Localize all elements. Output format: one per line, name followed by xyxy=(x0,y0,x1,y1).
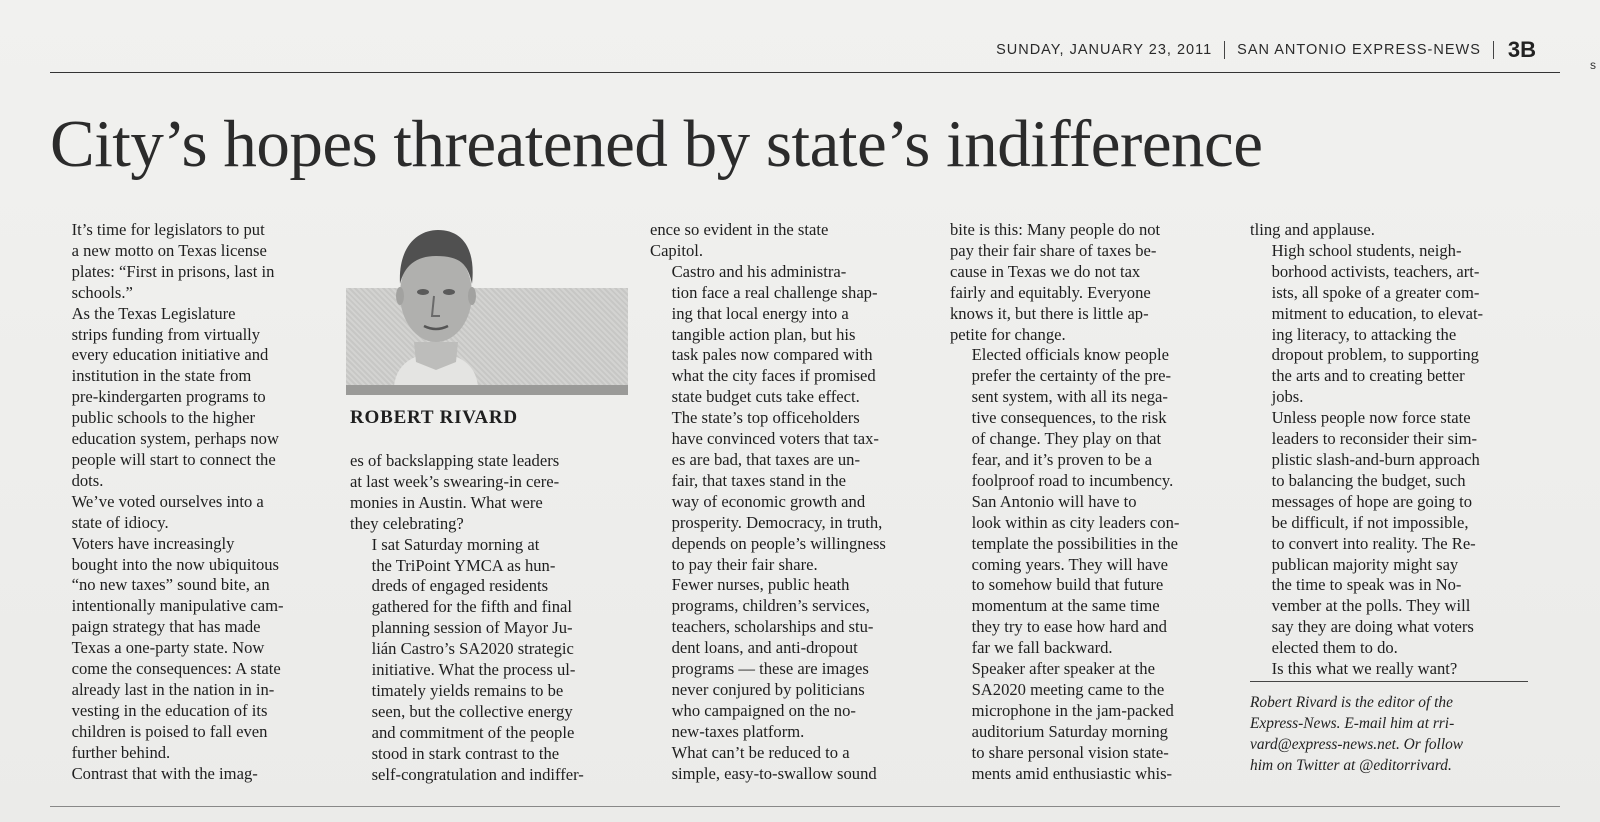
text-line: vember at the polls. They will xyxy=(1271,596,1471,616)
text-line: tling and applause. xyxy=(1250,220,1375,239)
text-line: As the Texas Legislature xyxy=(71,303,236,323)
paragraph xyxy=(1250,241,1535,408)
headline: City’s hopes threatened by state’s indifference xyxy=(50,107,1263,181)
text-line: The state’s top officeholders xyxy=(671,408,860,428)
text-line: task pales now compared with xyxy=(671,345,873,365)
text-line: teachers, scholarships and stu- xyxy=(671,617,874,637)
tagline-line: Express-News. E-mail him at rri- xyxy=(1250,715,1455,732)
text-line: education system, perhaps now xyxy=(71,429,279,449)
text-line: schools.” xyxy=(71,282,133,302)
paragraph xyxy=(1250,408,1535,659)
text-line: to balancing the budget, such xyxy=(1271,470,1466,490)
text-line: to somehow build that future xyxy=(971,575,1164,595)
text-line: self-congratulation and indiffer- xyxy=(371,764,584,784)
text-line: “no new taxes” sound bite, an xyxy=(71,575,270,595)
text-line: Texas a one-party state. Now xyxy=(71,638,265,658)
masthead-divider xyxy=(1224,41,1225,59)
text-line: High school students, neigh- xyxy=(1271,240,1462,260)
text-line: far we fall backward. xyxy=(971,638,1113,658)
text-line: Is this what we really want? xyxy=(1271,659,1458,679)
article-column-5 xyxy=(1250,220,1535,680)
masthead xyxy=(50,34,1560,73)
tagline-line: Robert Rivard is the editor of the xyxy=(1250,694,1453,711)
text-line: pay their fair share of taxes be- xyxy=(950,240,1157,260)
text-line: ing literacy, to attacking the xyxy=(1271,324,1457,344)
text-line: seen, but the collective energy xyxy=(371,701,573,721)
paragraph xyxy=(650,743,930,785)
text-line: Capitol. xyxy=(650,240,704,260)
text-line: auditorium Saturday morning xyxy=(971,721,1168,741)
text-line: already last in the nation in in- xyxy=(71,679,275,699)
text-line: jobs. xyxy=(1271,387,1304,407)
article-column-1 xyxy=(50,220,330,784)
text-line: template the possibilities in the xyxy=(971,533,1179,553)
text-line: public schools to the higher xyxy=(71,408,256,428)
text-line: Speaker after speaker at the xyxy=(971,659,1155,679)
text-line: the time to speak was in No- xyxy=(1271,575,1462,595)
byline: ROBERT RIVARD xyxy=(350,407,518,428)
text-line: prefer the certainty of the pre- xyxy=(971,366,1172,386)
text-line: ence so evident in the state xyxy=(650,220,829,239)
text-line: tangible action plan, but his xyxy=(671,324,856,344)
paragraph xyxy=(650,220,930,262)
text-line: monies in Austin. What were xyxy=(350,492,543,512)
text-line: planning session of Mayor Ju- xyxy=(371,618,573,638)
text-line: Voters have increasingly xyxy=(71,533,235,553)
text-line: borhood activists, teachers, art- xyxy=(1271,261,1480,281)
text-line: programs, children’s services, xyxy=(671,596,870,616)
text-line: a new motto on Texas license xyxy=(71,240,267,260)
text-line: messages of hope are going to xyxy=(1271,491,1473,511)
masthead-divider xyxy=(1493,41,1494,59)
paragraph xyxy=(650,408,930,575)
text-line: never conjured by politicians xyxy=(671,679,865,699)
text-line: state of idiocy. xyxy=(71,512,169,532)
text-line: plistic slash-and-burn approach xyxy=(1271,449,1480,469)
text-line: dreds of engaged residents xyxy=(371,576,549,596)
text-line: es are bad, that taxes are un- xyxy=(671,449,861,469)
text-line: elected them to do. xyxy=(1271,638,1398,658)
text-line: state budget cuts take effect. xyxy=(671,387,860,407)
author-tagline xyxy=(1250,692,1535,776)
paragraph xyxy=(950,220,1230,345)
paragraph xyxy=(50,304,330,492)
article-column-2 xyxy=(350,451,630,786)
text-line: come the consequences: A state xyxy=(71,659,281,679)
text-line: further behind. xyxy=(71,742,171,762)
text-line: cause in Texas we do not tax xyxy=(950,261,1141,281)
text-line: new-taxes platform. xyxy=(671,721,805,741)
text-line: stood in stark contrast to the xyxy=(371,743,560,763)
page-bottom-rule xyxy=(50,806,1560,807)
text-line: vesting in the education of its xyxy=(71,700,268,720)
text-line: microphone in the jam-packed xyxy=(971,700,1174,720)
newspaper-name: SAN ANTONIO EXPRESS-NEWS xyxy=(1237,42,1481,58)
paragraph xyxy=(1250,220,1535,241)
text-line: lián Castro’s SA2020 strategic xyxy=(371,639,574,659)
text-line: ments amid enthusiastic whis- xyxy=(971,763,1173,783)
text-line: they try to ease how hard and xyxy=(971,617,1167,637)
text-line: Fewer nurses, public heath xyxy=(671,575,850,595)
text-line: What can’t be reduced to a xyxy=(671,742,850,762)
tagline-line: him on Twitter at @editorrivard. xyxy=(1250,757,1452,774)
text-line: look within as city leaders con- xyxy=(971,512,1180,532)
text-line: ists, all spoke of a greater com- xyxy=(1271,282,1480,302)
text-line: knows it, but there is little ap- xyxy=(950,303,1149,323)
text-line: to convert into reality. The Re- xyxy=(1271,533,1476,553)
text-line: San Antonio will have to xyxy=(971,491,1137,511)
text-line: people will start to connect the xyxy=(71,449,276,469)
text-line: publican majority might say xyxy=(1271,554,1459,574)
page-number: 3B xyxy=(1507,37,1536,62)
text-line: Castro and his administra- xyxy=(671,261,847,281)
text-line: institution in the state from xyxy=(71,366,252,386)
text-line: to share personal vision state- xyxy=(971,742,1169,762)
paragraph xyxy=(950,659,1230,784)
text-line: It’s time for legislators to put xyxy=(71,220,265,239)
text-line: SA2020 meeting came to the xyxy=(971,679,1165,699)
author-photo xyxy=(346,222,628,400)
text-line: momentum at the same time xyxy=(971,596,1160,616)
text-line: gathered for the fifth and final xyxy=(371,597,572,617)
text-line: programs — these are images xyxy=(671,659,869,679)
text-line: who campaigned on the no- xyxy=(671,700,856,720)
text-line: at last week’s swearing-in cere- xyxy=(350,471,560,491)
paragraph xyxy=(50,220,330,304)
text-line: depends on people’s willingness xyxy=(671,533,886,553)
paragraph xyxy=(1250,659,1535,680)
paragraph xyxy=(50,534,330,764)
text-line: dropout problem, to supporting xyxy=(1271,345,1479,365)
text-line: coming years. They will have xyxy=(971,554,1169,574)
text-line: what the city faces if promised xyxy=(671,366,876,386)
text-line: they celebrating? xyxy=(350,513,464,533)
paragraph xyxy=(50,492,330,534)
article-column-3 xyxy=(650,220,930,784)
text-line: intentionally manipulative cam- xyxy=(71,596,284,616)
text-line: ing that local energy into a xyxy=(671,303,849,323)
masthead-info xyxy=(996,37,1536,63)
text-line: dent loans, and anti-dropout xyxy=(671,638,858,658)
paragraph xyxy=(350,451,630,535)
text-line: of change. They play on that xyxy=(971,429,1162,449)
tagline-line: vard@express-news.net. Or follow xyxy=(1250,736,1464,753)
text-line: say they are doing what voters xyxy=(1271,617,1474,637)
text-line: tive consequences, to the risk xyxy=(971,408,1167,428)
text-line: initiative. What the process ul- xyxy=(371,660,576,680)
text-line: the TriPoint YMCA as hun- xyxy=(371,555,556,575)
text-line: mitment to education, to elevat- xyxy=(1271,303,1484,323)
text-line: fear, and it’s proven to be a xyxy=(971,449,1152,469)
text-line: simple, easy-to-swallow sound xyxy=(671,763,877,783)
text-line: way of economic growth and xyxy=(671,491,866,511)
text-line: prosperity. Democracy, in truth, xyxy=(671,512,883,532)
photo-caption-bar xyxy=(346,385,628,395)
text-line: paign strategy that has made xyxy=(71,617,261,637)
text-line: es of backslapping state leaders xyxy=(350,451,560,470)
text-line: have convinced voters that tax- xyxy=(671,429,879,449)
text-line: pre-kindergarten programs to xyxy=(71,387,266,407)
text-line: to pay their fair share. xyxy=(671,554,818,574)
text-line: timately yields remains to be xyxy=(371,680,564,700)
portrait-photo-icon xyxy=(376,222,496,387)
issue-date: SUNDAY, JANUARY 23, 2011 xyxy=(996,42,1213,58)
text-line: Unless people now force state xyxy=(1271,408,1471,428)
text-line: Elected officials know people xyxy=(971,345,1169,365)
text-line: foolproof road to incumbency. xyxy=(971,470,1174,490)
text-line: leaders to reconsider their sim- xyxy=(1271,429,1478,449)
paragraph xyxy=(350,535,630,786)
text-line: sent system, with all its nega- xyxy=(971,387,1168,407)
text-line: Contrast that with the imag- xyxy=(71,763,258,783)
text-line: petite for change. xyxy=(950,324,1066,344)
paragraph xyxy=(950,345,1230,491)
edge-letter: s xyxy=(1590,58,1596,72)
paragraph xyxy=(50,764,330,785)
article-column-4 xyxy=(950,220,1230,784)
text-line: We’ve voted ourselves into a xyxy=(71,491,264,511)
text-line: bite is this: Many people do not xyxy=(950,220,1161,239)
text-line: dots. xyxy=(71,470,104,490)
text-line: tion face a real challenge shap- xyxy=(671,282,878,302)
text-line: I sat Saturday morning at xyxy=(371,534,540,554)
paragraph xyxy=(650,262,930,408)
paragraph xyxy=(650,575,930,742)
text-line: and commitment of the people xyxy=(371,722,575,742)
text-line: be difficult, if not impossible, xyxy=(1271,512,1469,532)
text-line: plates: “First in prisons, last in xyxy=(71,261,275,281)
paragraph xyxy=(950,492,1230,659)
text-line: children is poised to fall even xyxy=(71,721,268,741)
text-line: fair, that taxes stand in the xyxy=(671,470,847,490)
tagline-rule xyxy=(1250,681,1528,682)
text-line: the arts and to creating better xyxy=(1271,366,1465,386)
text-line: every education initiative and xyxy=(71,345,269,365)
text-line: bought into the now ubiquitous xyxy=(71,554,279,574)
text-line: fairly and equitably. Everyone xyxy=(950,282,1151,302)
text-line: strips funding from virtually xyxy=(71,324,261,344)
